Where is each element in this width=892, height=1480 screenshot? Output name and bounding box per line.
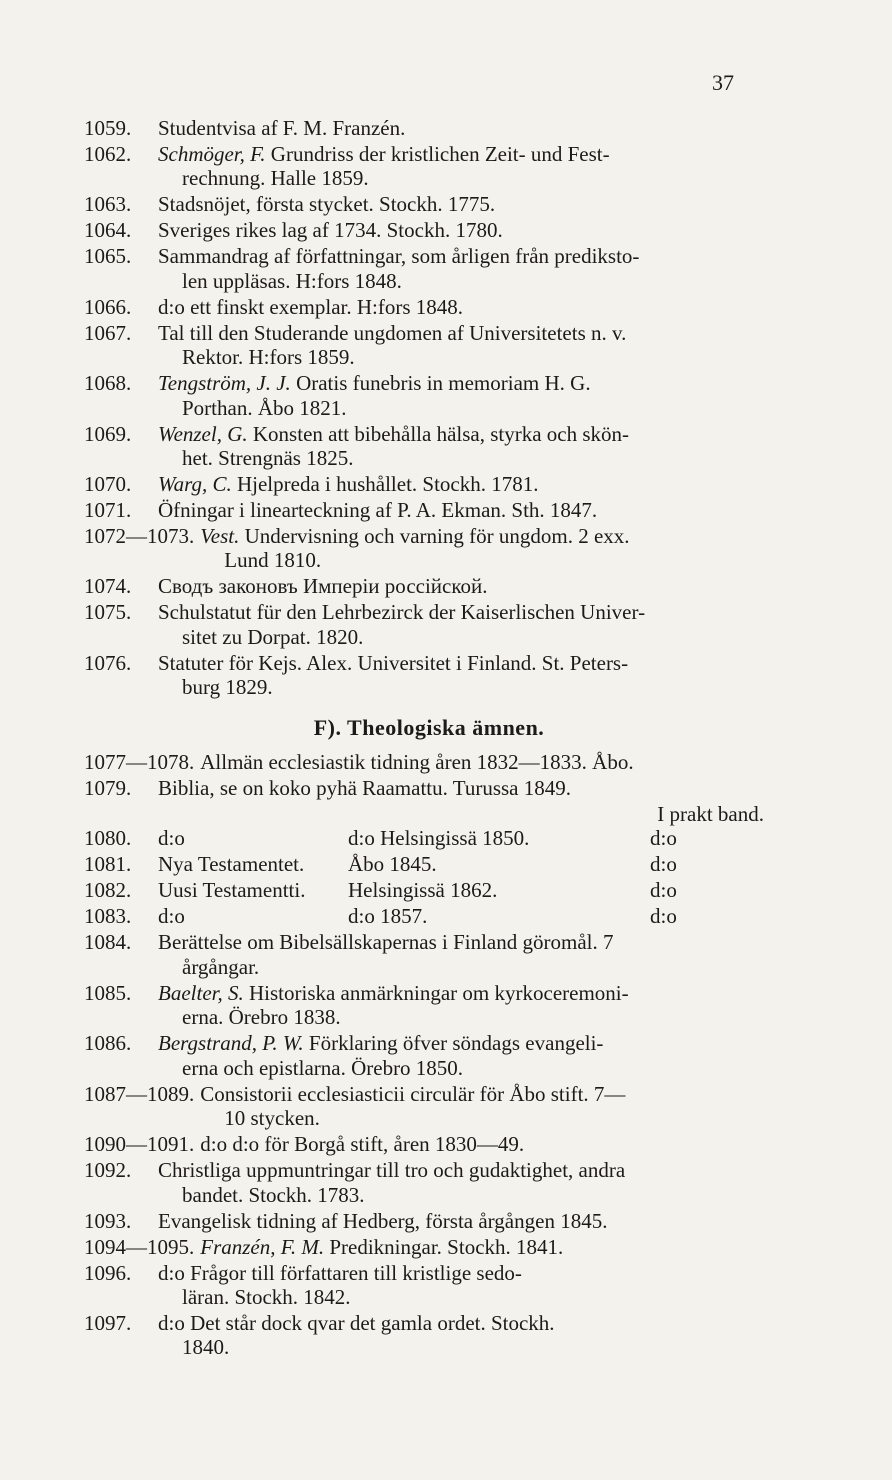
entry-continuation: årgångar. — [182, 954, 260, 979]
entry-continuation: Porthan. Åbo 1821. — [182, 395, 347, 420]
entry-body — [158, 600, 774, 649]
entry-number: 1072—1073. — [84, 524, 195, 549]
catalog-entry — [84, 852, 774, 876]
entry-body — [200, 1132, 774, 1156]
entry-number: 1082. — [84, 878, 132, 903]
entry-continuation: erna och epistlarna. Örebro 1850. — [182, 1055, 464, 1080]
catalog-entry — [84, 218, 774, 242]
entry-author: Vest. — [200, 524, 240, 549]
entry-number: 1071. — [84, 498, 132, 523]
entry-body — [158, 981, 774, 1030]
catalog-entry — [84, 1082, 774, 1131]
entry-number: 1079. — [84, 776, 132, 801]
entry-place-year: d:o Helsingissä 1850. — [348, 826, 530, 851]
entry-body — [158, 651, 774, 700]
entry-number: 1065. — [84, 244, 132, 269]
entries-top — [84, 116, 774, 700]
entry-title: Uusi Testamentti. — [158, 878, 306, 903]
entry-text: Biblia, se on koko pyhä Raamattu. Turussa 1849. — [158, 776, 571, 801]
entry-text: Allmän ecclesiastik tidning åren 1832—1833. Åbo. — [200, 750, 634, 775]
entry-body — [158, 1031, 774, 1080]
entry-continuation: burg 1829. — [182, 675, 273, 700]
entry-number: 1076. — [84, 650, 132, 675]
entry-text: d:o Det står dock qvar det gamla ordet. Stockh. — [158, 1310, 555, 1335]
entry-number: 1059. — [84, 116, 132, 140]
catalog-entry — [84, 1235, 774, 1259]
catalog-entry — [84, 1311, 774, 1360]
entry-binding: d:o — [650, 826, 677, 851]
entry-binding: d:o — [650, 852, 677, 877]
entry-number: 1069. — [84, 421, 132, 446]
entry-author: Baelter, S. — [158, 980, 244, 1005]
entry-number: 1081. — [84, 852, 132, 877]
entry-number: 1086. — [84, 1031, 132, 1056]
entry-body — [158, 218, 774, 242]
catalog-entry — [84, 142, 774, 191]
entry-number: 1083. — [84, 904, 132, 929]
entry-number: 1087—1089. — [84, 1081, 195, 1106]
entry-number: 1092. — [84, 1158, 132, 1183]
catalog-entry — [84, 1209, 774, 1233]
entry-author: Franzén, F. M. — [200, 1234, 325, 1259]
entry-text: Christliga uppmuntringar till tro och gudaktighet, andra — [158, 1158, 626, 1183]
catalog-entry — [84, 1031, 774, 1080]
entry-body — [158, 1311, 774, 1360]
entry-number: 1063. — [84, 192, 132, 217]
entry-title: d:o — [158, 826, 185, 851]
entry-number: 1066. — [84, 294, 132, 319]
entry-body — [158, 498, 774, 522]
entry-text: Statuter för Kejs. Alex. Universitet i Finland. St. Peters- — [158, 650, 629, 675]
entry-body — [158, 116, 774, 140]
catalog-entry — [84, 651, 774, 700]
entry-number: 1077—1078. — [84, 750, 195, 775]
entry-list — [84, 116, 774, 1361]
entry-number: 1090—1091. — [84, 1132, 195, 1157]
catalog-entry — [84, 1132, 774, 1156]
entry-continuation: 1840. — [182, 1335, 230, 1360]
catalog-entry — [84, 878, 774, 902]
catalog-entry — [84, 1158, 774, 1207]
entry-body — [200, 1082, 774, 1131]
entry-text: Schulstatut für den Lehrbezirck der Kaiserlischen Univer- — [158, 600, 646, 625]
entry-author: Tengström, J. J. — [158, 371, 291, 396]
entry-continuation: Rektor. H:fors 1859. — [182, 345, 355, 370]
entry-text: d:o Frågor till författaren till kristlige sedo- — [158, 1260, 522, 1285]
entry-number: 1085. — [84, 980, 132, 1005]
entry-number: 1067. — [84, 320, 132, 345]
entry-body — [158, 472, 774, 496]
entry-body — [158, 321, 774, 370]
entry-text: d:o ett finskt exemplar. H:fors 1848. — [158, 294, 464, 319]
catalog-entry — [84, 472, 774, 496]
entry-text: Undervisning och varning för ungdom. 2 exx. — [239, 524, 630, 549]
entry-body — [200, 1235, 774, 1259]
section-heading: F). Theologiska ämnen. — [313, 714, 545, 740]
catalog-entry — [84, 321, 774, 370]
entry-number: 1093. — [84, 1208, 132, 1233]
catalog-entry — [84, 295, 774, 319]
catalog-entry — [84, 826, 774, 850]
entry-text: Tal till den Studerande ungdomen af Universitetets n. v. — [158, 320, 627, 345]
entry-body — [200, 524, 774, 573]
entry-number: 1062. — [84, 142, 132, 166]
entry-continuation: rechnung. Halle 1859. — [182, 166, 369, 191]
entry-text: Сводъ законовъ Имперіи россійской. — [158, 574, 488, 599]
catalog-entry — [84, 244, 774, 293]
entry-body — [158, 244, 774, 293]
entry-text: Berättelse om Bibelsällskapernas i Finland göromål. 7 — [158, 930, 614, 955]
entry-number: 1097. — [84, 1310, 132, 1335]
entry-body — [158, 1261, 774, 1310]
entry-text: Predikningar. Stockh. 1841. — [324, 1234, 564, 1259]
entry-text: Evangelisk tidning af Hedberg, första årgången 1845. — [158, 1208, 608, 1233]
catalog-entry — [84, 904, 774, 928]
entry-body — [158, 1158, 774, 1207]
catalog-entry — [84, 600, 774, 649]
entry-number: 1096. — [84, 1260, 132, 1285]
entry-number: 1068. — [84, 371, 132, 396]
entry-text: Historiska anmärkningar om kyrkoceremoni- — [243, 980, 629, 1005]
catalog-entry — [84, 1261, 774, 1310]
entry-body — [158, 1209, 774, 1233]
page-number: 37 — [712, 70, 734, 95]
entry-text: Öfningar i linearteckning af P. A. Ekman. Sth. 1847. — [158, 498, 598, 523]
entry-number: 1074. — [84, 574, 132, 599]
entry-text: Stadsnöjet, första stycket. Stockh. 1775. — [158, 192, 496, 217]
entry-text: Sammandrag af författningar, som årligen från predikstо- — [158, 244, 640, 269]
entry-continuation: 10 stycken. — [224, 1106, 320, 1131]
entries-mid — [84, 750, 774, 800]
entry-author: Wenzel, G. — [158, 421, 248, 446]
entry-title: d:o — [158, 904, 185, 929]
entry-number: 1084. — [84, 930, 132, 955]
catalog-entry — [84, 371, 774, 420]
entry-text: Konsten att bibehålla hälsa, styrka och skön- — [247, 421, 630, 446]
entry-text: d:o d:o för Borgå stift, åren 1830—49. — [200, 1132, 525, 1157]
entry-text: Oratis funebris in memoriam H. G. — [290, 371, 591, 396]
entry-number: 1080. — [84, 826, 132, 851]
entry-body — [158, 295, 774, 319]
entry-text: Studentvisa af F. M. Franzén. — [158, 116, 406, 140]
entry-text: Hjelpreda i hushållet. Stockh. 1781. — [231, 472, 539, 497]
entry-number: 1094—1095. — [84, 1234, 195, 1259]
catalog-entry — [84, 498, 774, 522]
entry-text: Sveriges rikes lag af 1734. Stockh. 1780. — [158, 218, 503, 243]
entry-body — [158, 422, 774, 471]
prakt-band-note: I prakt band. — [657, 802, 764, 827]
catalog-entry — [84, 422, 774, 471]
entry-body — [158, 776, 774, 800]
entry-continuation: Lund 1810. — [224, 548, 322, 573]
entries-table — [84, 826, 774, 928]
entry-number: 1075. — [84, 600, 132, 625]
catalog-entry — [84, 930, 774, 979]
catalog-entry — [84, 524, 774, 573]
entry-continuation: läran. Stockh. 1842. — [182, 1284, 351, 1309]
entry-body — [158, 930, 774, 979]
entry-text: Förklaring öfver söndags evangeli- — [303, 1031, 604, 1056]
entry-continuation: bandet. Stockh. 1783. — [182, 1182, 365, 1207]
catalog-entry — [84, 750, 774, 774]
entry-continuation: sitet zu Dorpat. 1820. — [182, 624, 364, 649]
entry-binding: d:o — [650, 904, 677, 929]
entry-body — [158, 192, 774, 216]
entry-body — [158, 371, 774, 420]
entry-author: Schmöger, F. — [158, 142, 266, 166]
catalog-entry — [84, 574, 774, 598]
entry-continuation: erna. Örebro 1838. — [182, 1005, 341, 1030]
entry-place-year: Helsingissä 1862. — [348, 878, 498, 903]
entries-bottom — [84, 930, 774, 1359]
entry-continuation: het. Strengnäs 1825. — [182, 446, 354, 471]
entry-body — [200, 750, 774, 774]
catalog-entry — [84, 981, 774, 1030]
entry-number: 1070. — [84, 472, 132, 497]
entry-text: Consistorii ecclesiasticii circulär för Åbo stift. 7— — [200, 1081, 626, 1106]
catalog-entry — [84, 776, 774, 800]
entry-body — [158, 574, 774, 598]
entry-author: Bergstrand, P. W. — [158, 1031, 304, 1056]
entry-continuation: len uppläsas. H:fors 1848. — [182, 268, 402, 293]
entry-author: Warg, C. — [158, 472, 232, 497]
entry-number: 1064. — [84, 218, 132, 243]
entry-place-year: Åbo 1845. — [348, 852, 437, 877]
entry-title: Nya Testamentet. — [158, 852, 305, 877]
catalog-entry — [84, 192, 774, 216]
entry-text: Grundriss der kristlichen Zeit- und Fest- — [265, 142, 610, 166]
entry-binding: d:o — [650, 878, 677, 903]
entry-place-year: d:o 1857. — [348, 904, 428, 929]
entry-body — [158, 142, 774, 191]
catalog-entry — [84, 116, 774, 140]
